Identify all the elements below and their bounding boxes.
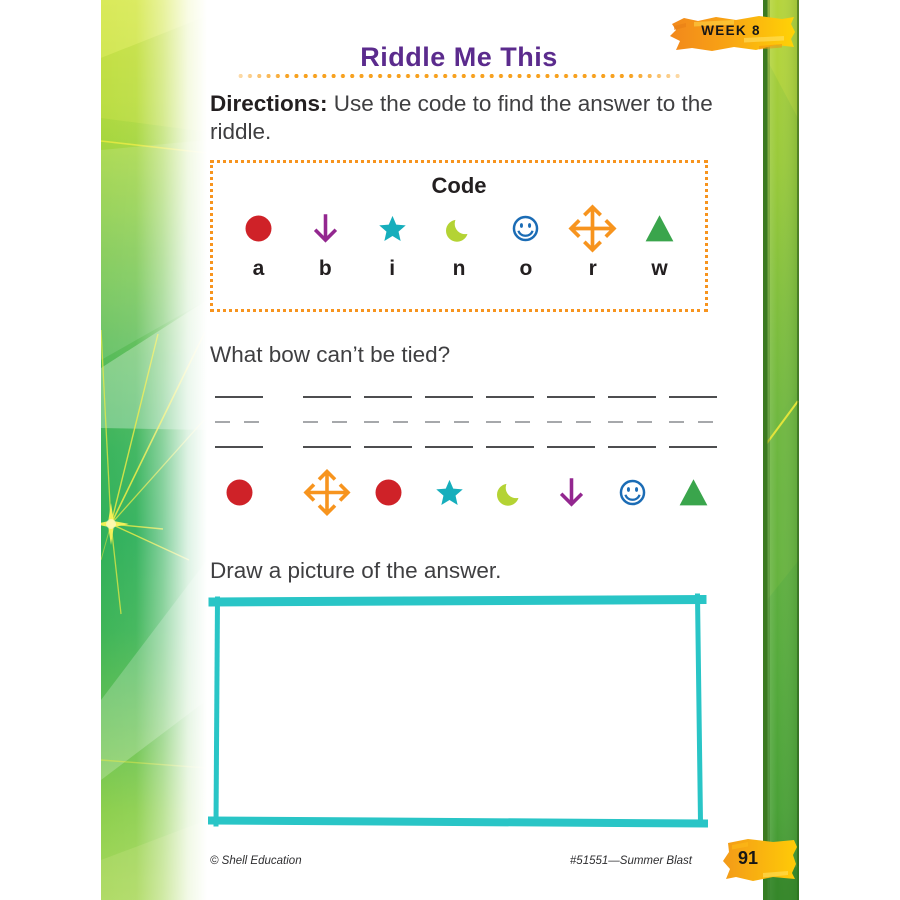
- answer-symbol: [215, 464, 263, 520]
- red-circle-icon: [374, 478, 403, 507]
- code-symbol: [310, 201, 341, 255]
- footer-copyright: © Shell Education: [210, 855, 302, 867]
- write-cell: [669, 396, 717, 449]
- directions-text: Directions: Use the code to find the answer to the riddle.: [210, 91, 713, 144]
- code-letter: r: [588, 257, 597, 280]
- code-entry-o: [492, 201, 559, 281]
- title-dotted-underline: [236, 73, 683, 79]
- code-entry-i: [359, 201, 426, 281]
- footer-edition: #51551—Summer Blast: [569, 855, 692, 867]
- teal-star-icon: [435, 478, 464, 507]
- green-triangle-icon: [644, 213, 675, 244]
- code-box: [210, 160, 708, 312]
- code-symbol: [378, 201, 407, 255]
- code-entry-r: [559, 201, 626, 281]
- green-triangle-icon: [678, 477, 709, 508]
- riddle-question: What bow can’t be tied?: [210, 342, 451, 367]
- answer-symbol: [486, 464, 534, 520]
- page-number: 91: [737, 847, 759, 868]
- code-letter: n: [452, 257, 466, 280]
- red-circle-icon: [244, 214, 273, 243]
- code-box-title: Code: [431, 173, 487, 198]
- purple-down-arrow-icon: [556, 477, 587, 508]
- answer-symbol: [425, 464, 473, 520]
- answer-symbol-row: [215, 464, 717, 520]
- code-entry-b: [292, 201, 359, 281]
- code-symbol: [568, 201, 617, 255]
- write-cell: [608, 396, 656, 449]
- lime-crescent-moon-icon: [446, 215, 473, 242]
- orange-four-way-arrow-icon: [303, 468, 351, 517]
- drawing-box: [208, 593, 708, 833]
- answer-symbol: [669, 464, 717, 520]
- page-title: Riddle Me This: [360, 42, 558, 72]
- code-symbol: [446, 201, 473, 255]
- code-entry-a: [225, 201, 292, 281]
- write-cell: [215, 396, 263, 449]
- answer-symbol: [364, 464, 412, 520]
- code-entry-n: [426, 201, 493, 281]
- write-cell: [547, 396, 595, 449]
- week-badge-label: WEEK 8: [701, 23, 761, 38]
- answer-symbol: [303, 464, 351, 520]
- answer-symbol: [547, 464, 595, 520]
- code-letter: i: [389, 257, 396, 280]
- orange-four-way-arrow-icon: [568, 204, 617, 253]
- code-letter: w: [651, 257, 668, 280]
- code-entry-w: [626, 201, 693, 281]
- left-decoration-band: [101, 0, 207, 900]
- code-letter: b: [318, 257, 332, 280]
- directions-label: Directions:: [210, 91, 328, 116]
- write-cell: [425, 396, 473, 449]
- right-page-edge-strip: [763, 0, 799, 900]
- blue-smiley-face-icon: [512, 215, 539, 242]
- write-cell: [303, 396, 351, 449]
- code-letter: a: [252, 257, 265, 280]
- code-symbol: [512, 201, 539, 255]
- lime-crescent-moon-icon: [497, 479, 524, 506]
- answer-symbol: [608, 464, 656, 520]
- red-circle-icon: [225, 478, 254, 507]
- code-symbol: [644, 201, 675, 255]
- teal-star-icon: [378, 214, 407, 243]
- code-entries-row: [213, 201, 705, 281]
- draw-prompt: Draw a picture of the answer.: [210, 558, 502, 583]
- blue-smiley-face-icon: [619, 479, 646, 506]
- code-letter: o: [519, 257, 533, 280]
- purple-down-arrow-icon: [310, 213, 341, 244]
- write-cell: [364, 396, 412, 449]
- answer-write-cells: [215, 396, 717, 449]
- code-symbol: [244, 201, 273, 255]
- write-cell: [486, 396, 534, 449]
